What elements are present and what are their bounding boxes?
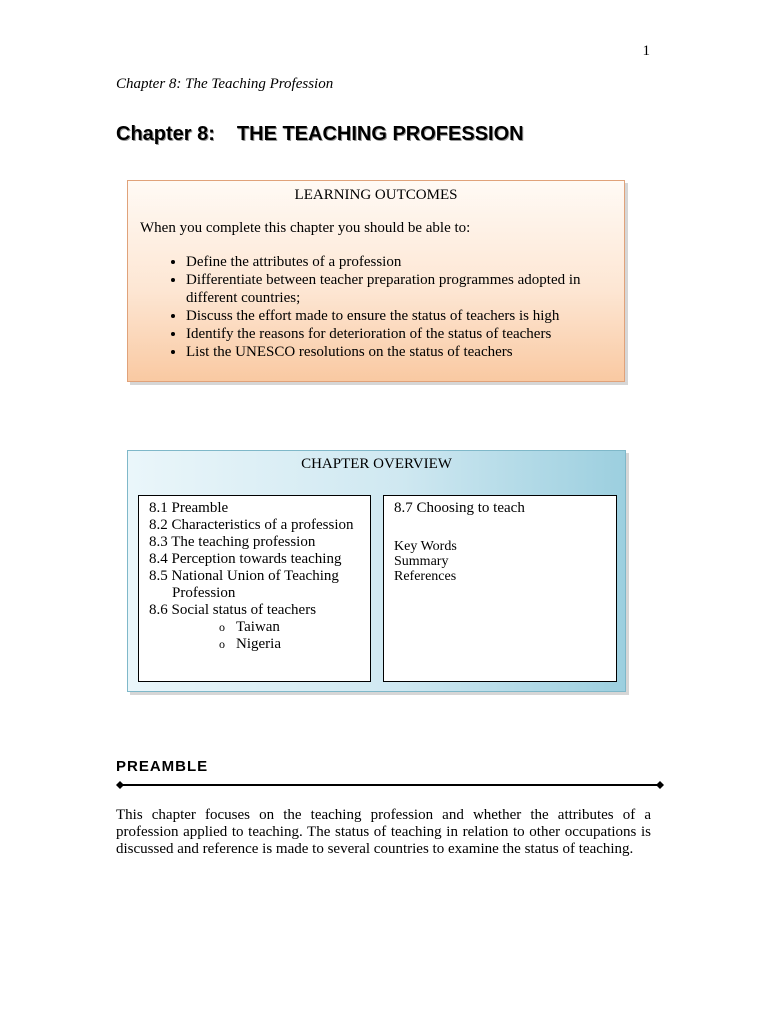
overview-item: 8.6 Social status of teachers — [149, 602, 317, 618]
overview-extra: References — [394, 569, 457, 584]
overview-subitem — [149, 636, 360, 653]
overview-item: 8.1 Preamble — [149, 500, 229, 516]
overview-extra: Summary — [394, 554, 449, 569]
outcome-item: • Discuss the effort made to ensure the status of teachers is high — [186, 307, 612, 325]
chapter-overview-box — [127, 450, 626, 692]
outcome-item: • Identify the reasons for deterioration of the status of teachers — [186, 325, 612, 343]
overview-right-column — [383, 495, 617, 682]
overview-subitem-label: Nigeria — [236, 636, 281, 652]
spacer — [394, 517, 606, 539]
learning-outcomes-box — [127, 180, 625, 382]
preamble-heading: PREAMBLE — [116, 758, 209, 775]
preamble-paragraph: This chapter focuses on the teaching profession and whether the attributes of a profession applied to teaching. The status of teaching in relation to other occupations is discussed and reference is made to several countries to examine the status of teaching. — [116, 807, 651, 857]
overview-item: 8.2 Characteristics of a profession — [149, 517, 354, 533]
running-header: Chapter 8: The Teaching Profession — [116, 76, 334, 92]
overview-subitem — [149, 619, 360, 636]
overview-extra: Key Words — [394, 539, 457, 554]
chapter-number: Chapter 8: — [116, 123, 215, 145]
outcome-item: • List the UNESCO resolutions on the status of teachers — [186, 343, 612, 361]
overview-item: 8.5 National Union of Teaching — [149, 568, 339, 584]
overview-item: 8.7 Choosing to teach — [394, 500, 525, 516]
circle-bullet-icon: o — [219, 637, 225, 651]
overview-subitem-label: Taiwan — [236, 619, 280, 635]
learning-outcomes-list — [140, 253, 612, 361]
outcome-item: • Define the attributes of a profession — [186, 253, 612, 271]
circle-bullet-icon: o — [219, 620, 225, 634]
overview-item: 8.4 Perception towards teaching — [149, 551, 342, 567]
chapter-name: THE TEACHING PROFESSION — [236, 123, 524, 145]
page-number: 1 — [642, 43, 650, 59]
learning-outcomes-intro: When you complete this chapter you should be able to: — [140, 220, 471, 236]
overview-item-continuation: Profession — [172, 585, 236, 601]
section-divider — [116, 781, 664, 789]
chapter-title — [116, 123, 524, 146]
overview-item: 8.3 The teaching profession — [149, 534, 316, 550]
chapter-overview-heading: CHAPTER OVERVIEW — [301, 456, 452, 472]
learning-outcomes-heading: LEARNING OUTCOMES — [294, 187, 458, 203]
outcome-item: • Differentiate between teacher preparation programmes adopted in different countries; — [186, 271, 612, 307]
overview-left-column — [138, 495, 371, 682]
